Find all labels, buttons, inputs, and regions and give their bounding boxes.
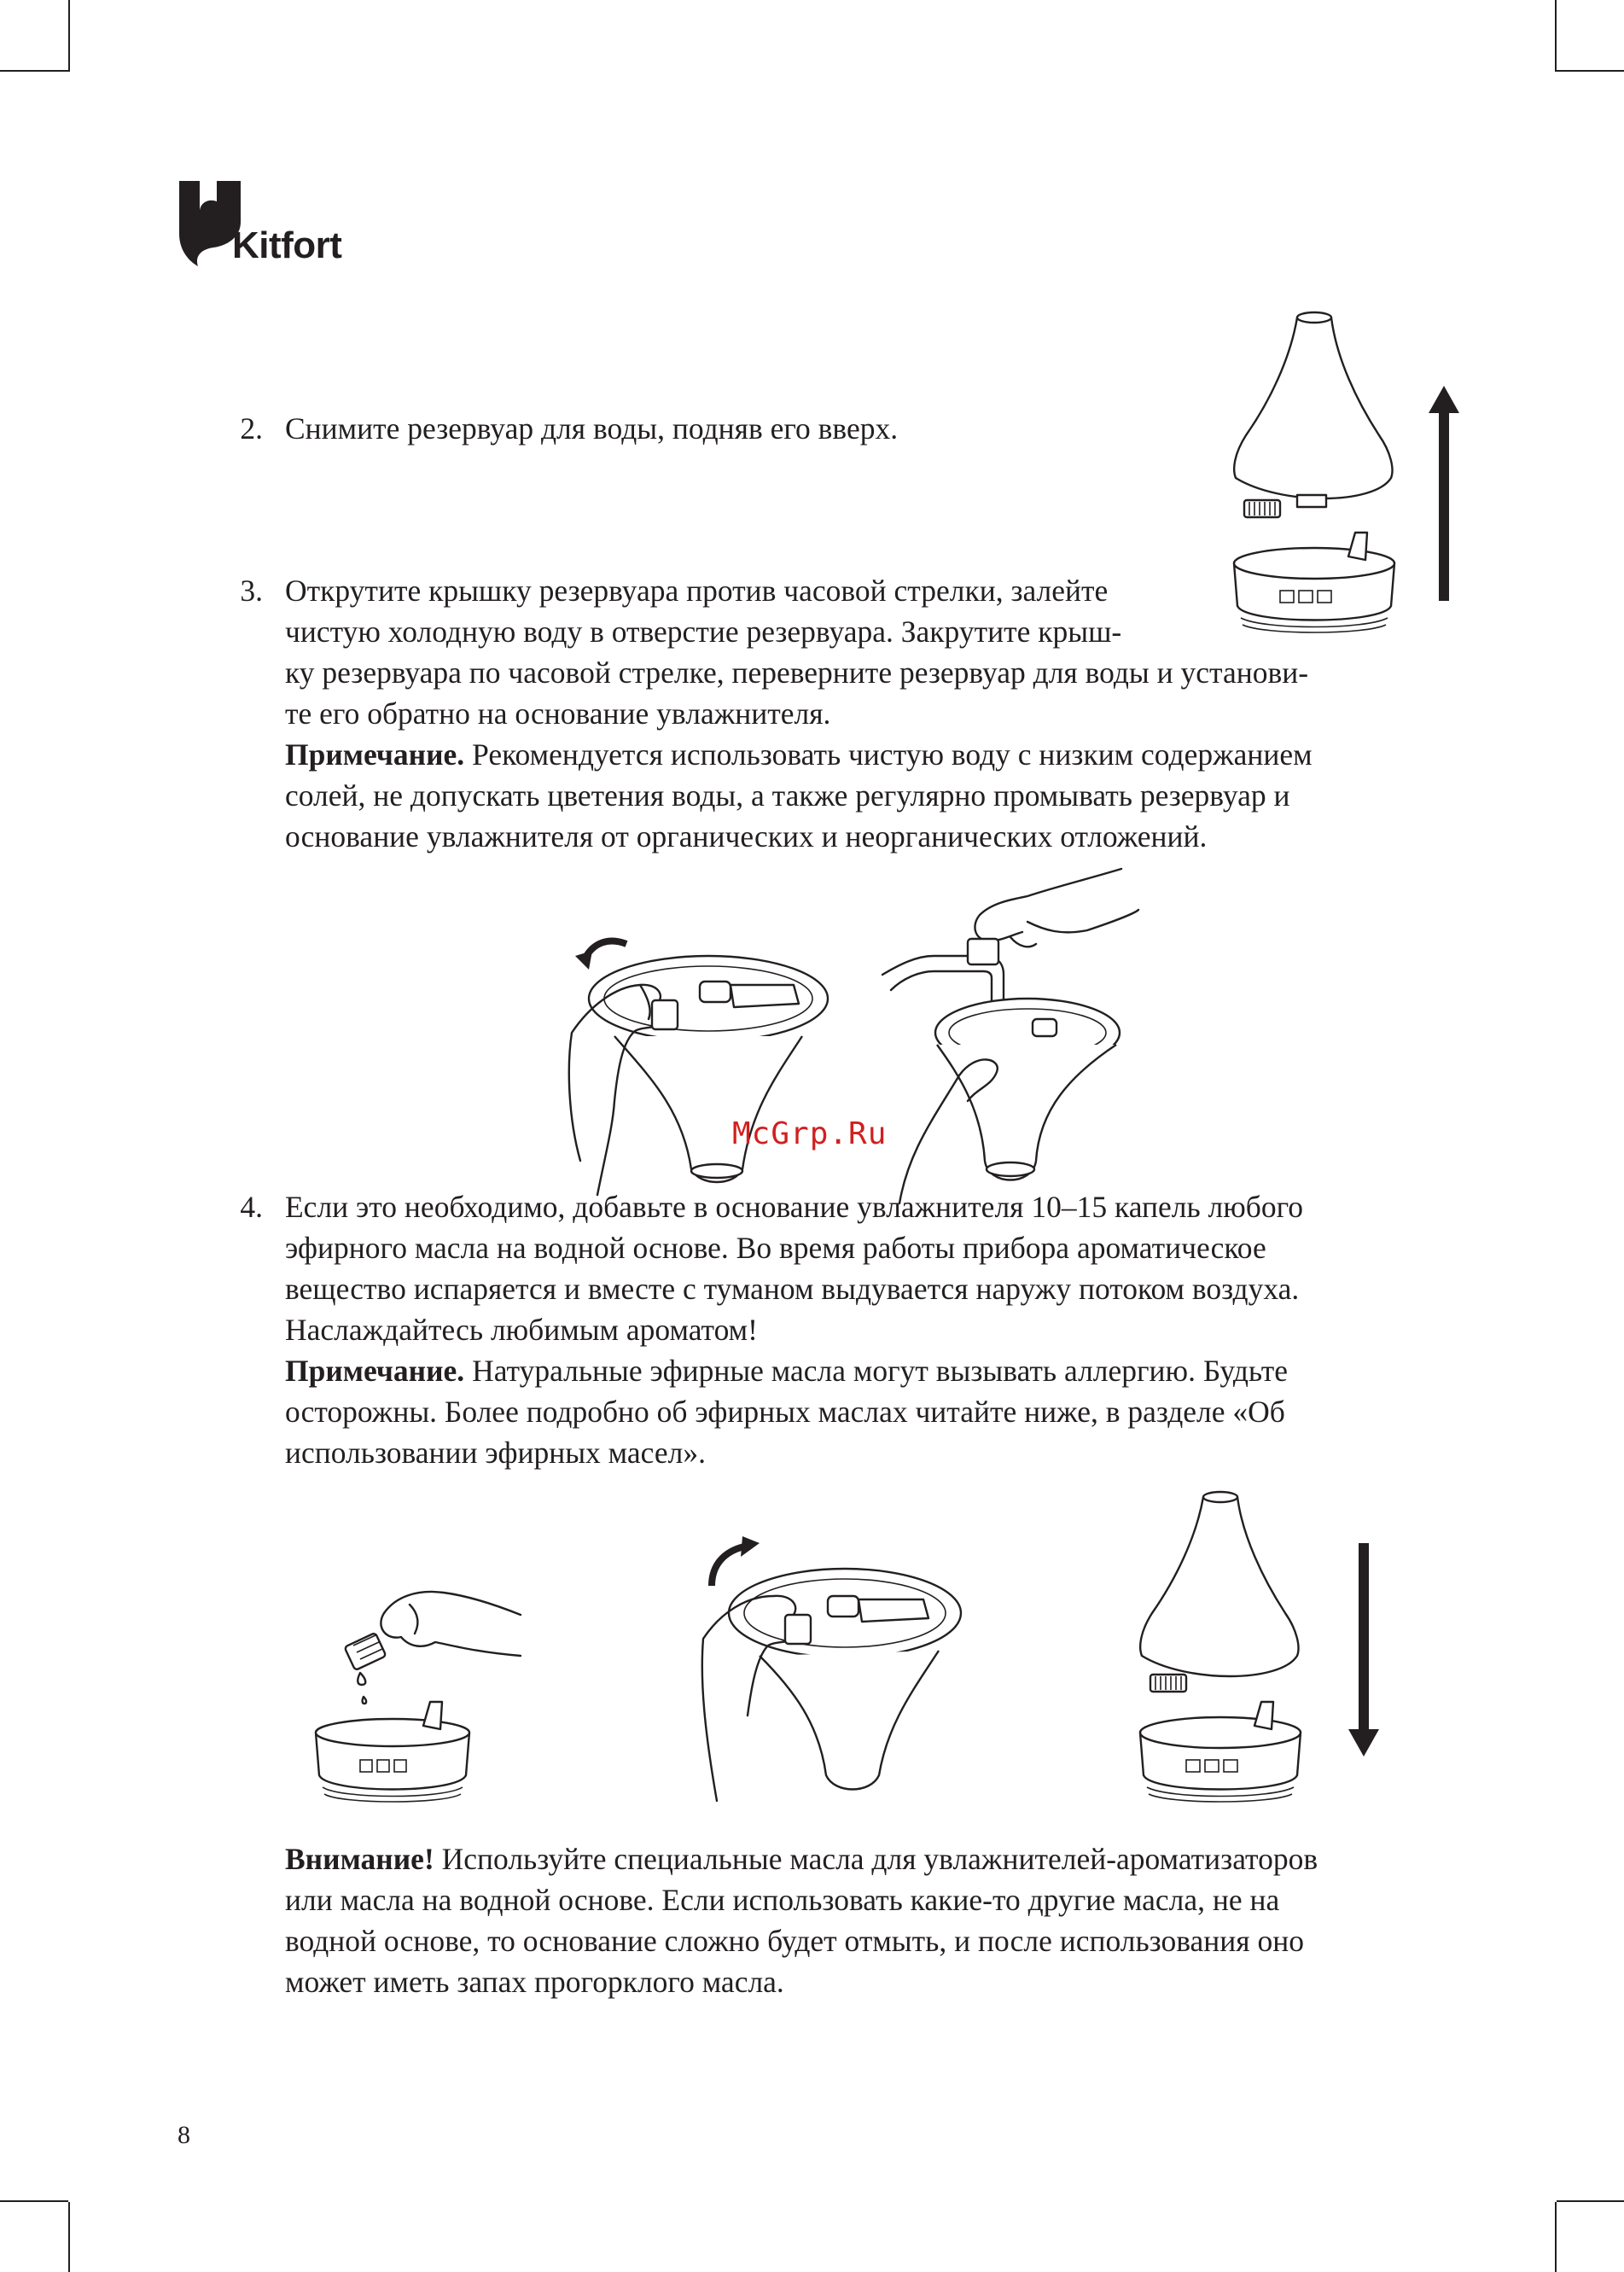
crop-mark xyxy=(1555,0,1557,72)
crop-mark xyxy=(1555,2202,1557,2272)
add-oil-illustration xyxy=(307,1579,538,1809)
screw-cap-illustration xyxy=(700,1562,964,1801)
step-text xyxy=(285,408,898,449)
text-line: Снимите резервуар для воды, подняв его вверх. xyxy=(285,411,899,446)
text-line: использовании эфирных масел». xyxy=(285,1436,706,1470)
note-line: Примечание. Рекомендуется использовать чистую воду с низким содержанием xyxy=(285,737,1313,772)
warning-line: Внимание! Используйте специальные масла для увлажнителей-ароматизаторов xyxy=(285,1842,1318,1876)
crop-mark xyxy=(68,2202,70,2272)
step-number: 3. xyxy=(240,574,263,608)
crop-mark xyxy=(0,2200,68,2202)
note-label: Примечание. xyxy=(285,1354,465,1388)
unscrew-cap-illustration xyxy=(563,947,836,1203)
warning-label: Внимание! xyxy=(285,1842,434,1876)
note-line: Примечание. Натуральные эфирные масла могут вызывать аллергию. Будьте xyxy=(285,1354,1289,1388)
text-line: основание увлажнителя от органических и неорганических отложений. xyxy=(285,819,1208,853)
text-line: эфирного масла на водной основе. Во время работы прибора ароматическое xyxy=(285,1231,1266,1265)
step-number: 2. xyxy=(240,411,263,446)
text-line: осторожны. Более подробно об эфирных маслах читайте ниже, в разделе «Об xyxy=(285,1395,1285,1429)
crop-mark xyxy=(1557,70,1624,72)
brand-name: Kitfort xyxy=(232,224,342,266)
arrow-up-icon xyxy=(1427,386,1461,601)
text-line: Если это необходимо, добавьте в основание увлажнителя 10–15 капель любого xyxy=(285,1190,1303,1224)
text-line: Наслаждайтесь любимым ароматом! xyxy=(285,1313,758,1347)
fill-water-illustration xyxy=(882,862,1164,1203)
text-line: может иметь запах прогорклого масла. xyxy=(285,1965,784,1999)
step-number: 4. xyxy=(240,1190,263,1224)
step-text xyxy=(285,1186,1303,1473)
text-line: ку резервуара по часовой стрелке, переверните резервуар для воды и установи- xyxy=(285,655,1309,690)
crop-mark xyxy=(68,0,70,72)
crop-mark xyxy=(1557,2200,1624,2202)
text-line: Открутите крышку резервуара против часовой стрелки, залейте xyxy=(285,574,1109,608)
watermark-text: McGrp.Ru xyxy=(732,1116,888,1151)
text-line: водной основе, то основание сложно будет отмыть, и после использования оно xyxy=(285,1924,1304,1958)
text-line: вещество испаряется и вместе с туманом выдувается наружу потоком воздуха. xyxy=(285,1272,1300,1306)
text-line: чистую холодную воду в отверстие резервуара. Закрутите крыш- xyxy=(285,615,1122,649)
text-line: солей, не допускать цветения воды, а также регулярно промывать резервуар и xyxy=(285,778,1290,813)
note-label: Примечание. xyxy=(285,737,465,772)
text-line: или масла на водной основе. Если использовать какие-то другие масла, не на xyxy=(285,1883,1280,1917)
tank-lower-illustration xyxy=(1135,1485,1306,1809)
step-text xyxy=(285,570,1313,857)
arrow-down-icon xyxy=(1347,1543,1381,1756)
page-number: 8 xyxy=(178,2121,190,2149)
crop-mark xyxy=(0,70,68,72)
warning-text xyxy=(285,1838,1318,2002)
text-line: те его обратно на основание увлажнителя. xyxy=(285,696,831,731)
